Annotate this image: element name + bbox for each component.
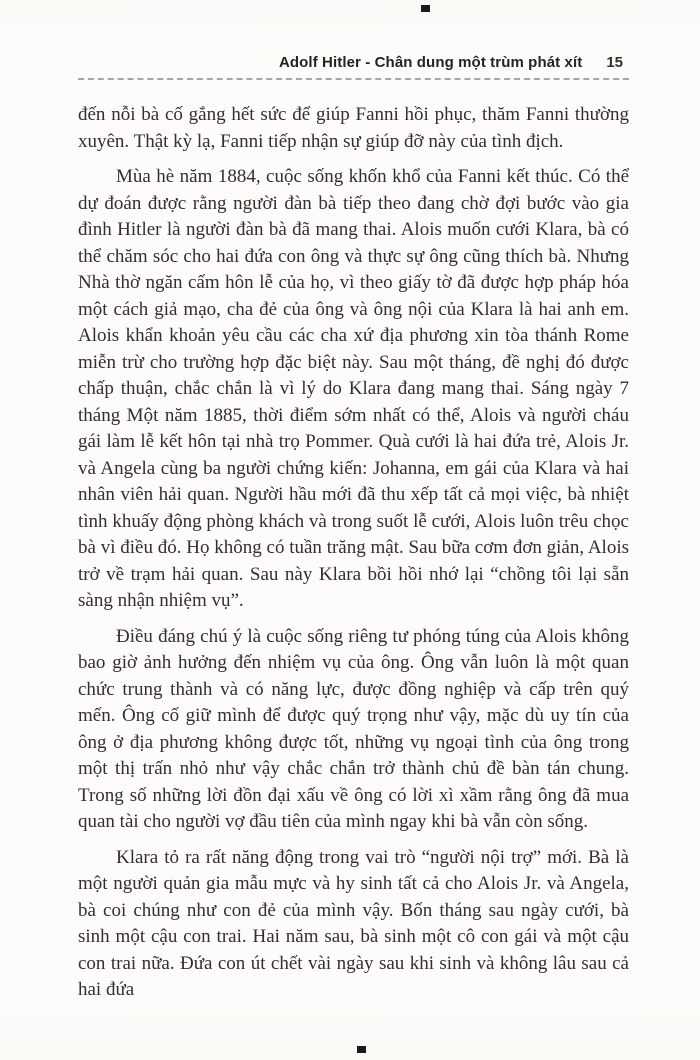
paragraph: Klara tỏ ra rất năng động trong vai trò “người nội trợ” mới. Bà là một người quản gia mẫu mực và hy sinh tất cả cho Alois Jr. và Angela, bà coi chúng như con đẻ của mình vậy. Bốn tháng sau ngày cưới, bà sinh một cậu con trai. Hai năm sau, bà sinh một cô con gái và một cậu con trai nữa. Đứa con út chết vài ngày sau khi sinh và không lâu sau cả hai đứa: [78, 846, 629, 1000]
paragraph: Điều đáng chú ý là cuộc sống riêng tư phóng túng của Alois không bao giờ ảnh hưởng đến nhiệm vụ của ông. Ông vẫn luôn là một quan chức trung thành và có năng lực, được đồng nghiệp và cấp trên quý mến. Ông cố giữ mình để được quý trọng như vậy, mặc dù uy tín của ông ở địa phương không được tốt, những vụ ngoại tình của ông trong một thị trấn nhỏ như vậy chắc chắn trở thành chủ đề bàn tán chung. Trong số những lời đồn đại xấu về ông có lời xì xầm rằng ông đã mua quan tài cho người vợ đầu tiên của mình ngay khi bà vẫn còn sống.: [78, 625, 629, 832]
printers-mark-top: [421, 5, 430, 12]
printers-mark-bottom: [357, 1046, 366, 1053]
page-body: [78, 102, 629, 1004]
header-divider: [78, 78, 629, 80]
paragraph: Mùa hè năm 1884, cuộc sống khốn khổ của Fanni kết thúc. Có thể dự đoán được rằng người đàn bà tiếp theo đang chờ đợi bước vào gia đình Hitler là người đàn bà đã mang thai. Alois muốn cưới Klara, bà có thể chăm sóc cho hai đứa con ông và thực sự ông cũng thích bà. Nhưng Nhà thờ ngăn cấm hôn lễ của họ, vì theo giấy tờ đã được hợp pháp hóa một cách giả mạo, cha đẻ của ông và ông nội của Klara là hai anh em. Alois khẩn khoản yêu cầu các cha xứ địa phương xin tòa thánh Rome miễn trừ cho trường hợp đặc biệt này. Sau một tháng, đề nghị đó được chấp thuận, chắc chắn là vì lý do Klara đang mang thai. Sáng ngày 7 tháng Một năm 1885, thời điểm sớm nhất có thể, Alois và người cháu gái làm lễ kết hôn tại nhà trọ Pommer. Quà cưới là hai đứa trẻ, Alois Jr. và Angela cùng ba người chứng kiến: Johanna, em gái của Klara và hai nhân viên hải quan. Người hầu mới đã thu xếp tất cả mọi việc, bà nhiệt tình khuấy động phòng khách và trong suốt lễ cưới, Alois luôn trêu chọc bà vì điều đó. Họ không có tuần trăng mật. Sau bữa cơm đơn giản, Alois trở về trạm hải quan. Sau này Klara bồi hồi nhớ lại “chồng tôi lại sẵn sàng nhận nhiệm vụ”.: [78, 166, 629, 611]
page-header: [78, 54, 629, 80]
running-head-title: Adolf Hitler - Chân dung một trùm phát xít: [278, 54, 583, 71]
text-column: [78, 54, 629, 1013]
running-head-row: [78, 54, 629, 71]
paragraph: đến nỗi bà cố gắng hết sức để giúp Fanni hồi phục, thăm Fanni thường xuyên. Thật kỳ lạ, Fanni tiếp nhận sự giúp đỡ này của tình địch.: [78, 104, 629, 152]
page-number: 15: [606, 54, 623, 71]
